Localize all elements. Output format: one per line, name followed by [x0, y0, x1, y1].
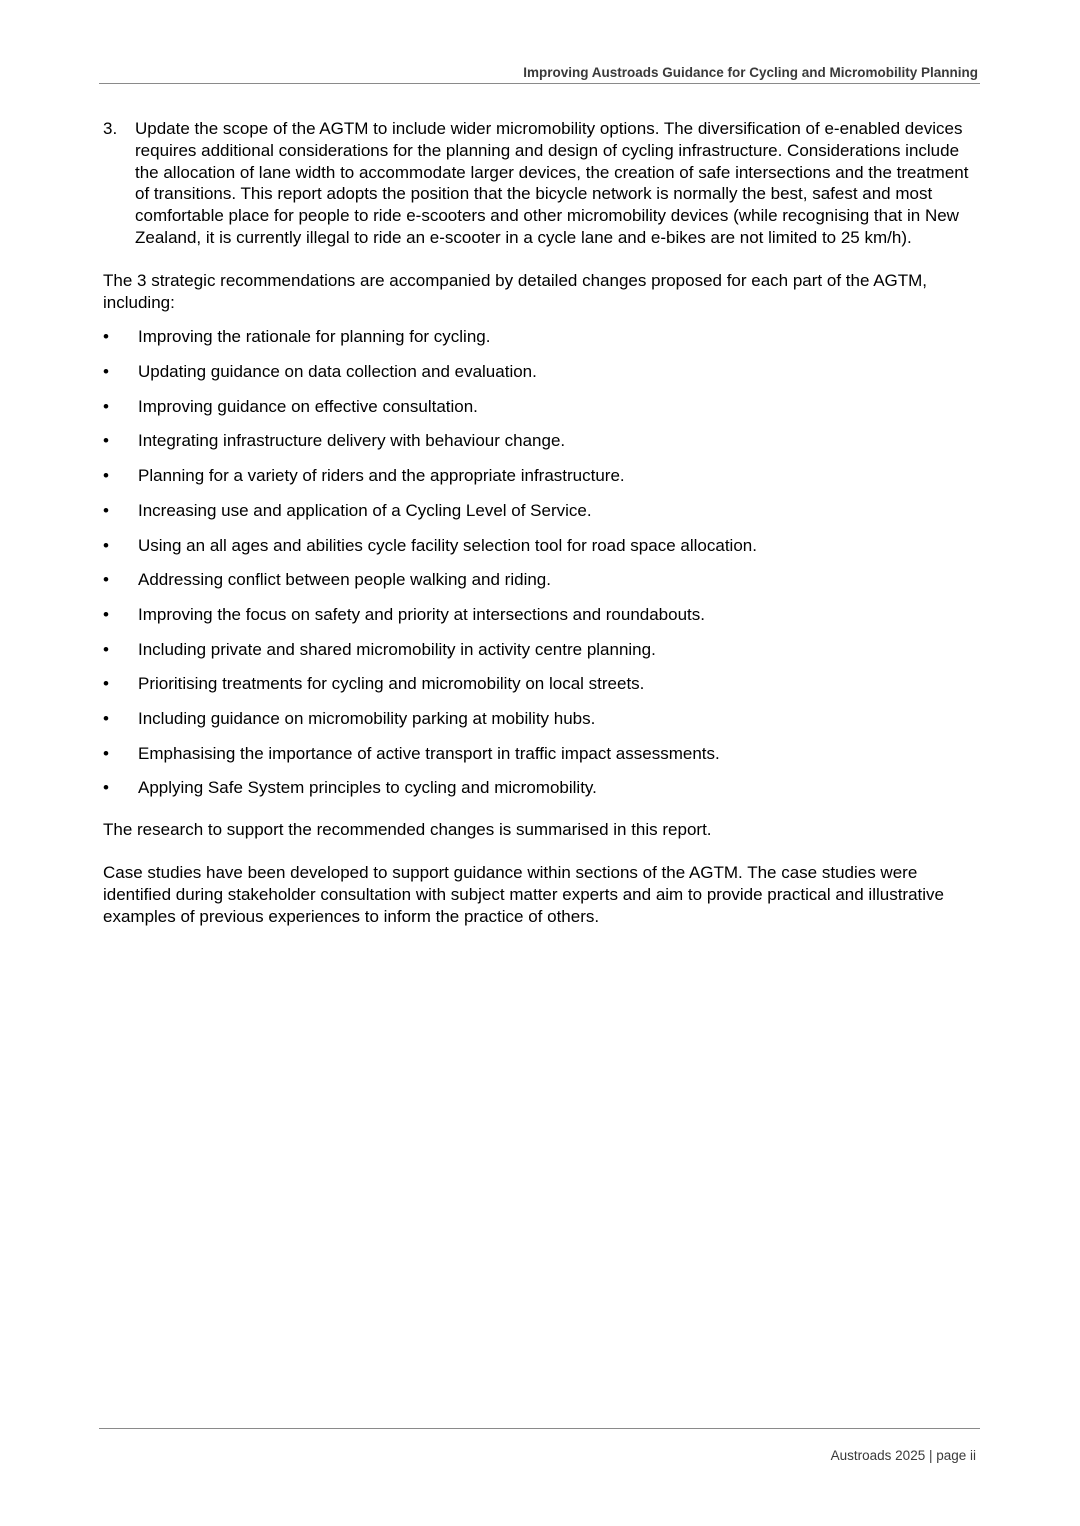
- list-item-text: Updating guidance on data collection and evaluation.: [138, 362, 537, 382]
- list-item-text: Prioritising treatments for cycling and micromobility on local streets.: [138, 674, 645, 694]
- recommendation-number: 3.: [103, 119, 118, 138]
- case-studies-paragraph: Case studies have been developed to support guidance within sections of the AGTM. The case studies were identified during stakeholder consultation with subject matter experts and aim to provide practical and illustrative examples of previous experiences to inform the practice of others.: [103, 862, 945, 926]
- bullet-icon: •: [103, 570, 109, 590]
- list-item: [103, 777, 978, 799]
- list-item-text: Applying Safe System principles to cycling and micromobility.: [138, 778, 597, 798]
- list-item: [103, 396, 978, 418]
- bullet-icon: •: [103, 674, 109, 694]
- bullet-icon: •: [103, 327, 109, 347]
- recommendation-text: Update the scope of the AGTM to include wider micromobility options. The diversification of e-enabled devices requires additional considerations for the planning and design of cycling infrastructure. Considerations include the allocation of lane width to accommodate larger devices, the creation of safe intersections and the treatment of transitions. This report adopts the position that the bicycle network is normally the best, safest and most comfortable place for people to ride e-scooters and other micromobility devices (while recognising that in New Zealand, it is currently illegal to ride an e-scooter in a cycle lane and e-bikes are not limited to 25 km/h).: [135, 119, 969, 247]
- list-item-text: Including private and shared micromobility in activity centre planning.: [138, 639, 656, 659]
- list-item-text: Including guidance on micromobility parking at mobility hubs.: [138, 708, 596, 728]
- list-item-text: Integrating infrastructure delivery with behaviour change.: [138, 431, 566, 451]
- list-item-text: Improving the rationale for planning for cycling.: [138, 327, 491, 347]
- recommendation-3: [103, 118, 978, 249]
- summary-paragraph: The research to support the recommended changes is summarised in this report.: [103, 820, 712, 840]
- list-item: [103, 604, 978, 626]
- list-item-text: Using an all ages and abilities cycle facility selection tool for road space allocation.: [138, 535, 757, 555]
- list-item-text: Emphasising the importance of active transport in traffic impact assessments.: [138, 743, 720, 763]
- list-item: [103, 708, 978, 730]
- list-item-text: Improving guidance on effective consultation.: [138, 396, 478, 416]
- page-footer: Austroads 2025 | page ii: [830, 1448, 976, 1463]
- list-item: [103, 465, 978, 487]
- footer-divider: [99, 1428, 980, 1429]
- list-item: [103, 535, 978, 557]
- bullet-icon: •: [103, 708, 109, 728]
- list-item: [103, 639, 978, 661]
- list-item-text: Addressing conflict between people walking and riding.: [138, 570, 551, 590]
- list-item-text: Planning for a variety of riders and the appropriate infrastructure.: [138, 466, 625, 486]
- list-item: [103, 743, 978, 765]
- list-item: [103, 500, 978, 522]
- bullet-icon: •: [103, 604, 109, 624]
- bullet-icon: •: [103, 778, 109, 798]
- proposed-changes-list: [103, 326, 978, 799]
- page-body: [103, 118, 978, 927]
- running-header-title: Improving Austroads Guidance for Cycling and Micromobility Planning: [523, 65, 978, 80]
- list-item: [103, 430, 978, 452]
- list-item: [103, 326, 978, 348]
- bullet-icon: •: [103, 396, 109, 416]
- bullet-icon: •: [103, 535, 109, 555]
- bullet-icon: •: [103, 639, 109, 659]
- bullet-icon: •: [103, 743, 109, 763]
- bullet-icon: •: [103, 362, 109, 382]
- list-item: [103, 361, 978, 383]
- intro-paragraph: The 3 strategic recommendations are accompanied by detailed changes proposed for each part of the AGTM, including:: [103, 270, 928, 312]
- header-divider: [99, 83, 980, 84]
- bullet-icon: •: [103, 466, 109, 486]
- bullet-icon: •: [103, 431, 109, 451]
- bullet-icon: •: [103, 500, 109, 520]
- list-item-text: Improving the focus on safety and priority at intersections and roundabouts.: [138, 604, 705, 624]
- list-item: [103, 569, 978, 591]
- list-item: [103, 673, 978, 695]
- list-item-text: Increasing use and application of a Cycling Level of Service.: [138, 500, 592, 520]
